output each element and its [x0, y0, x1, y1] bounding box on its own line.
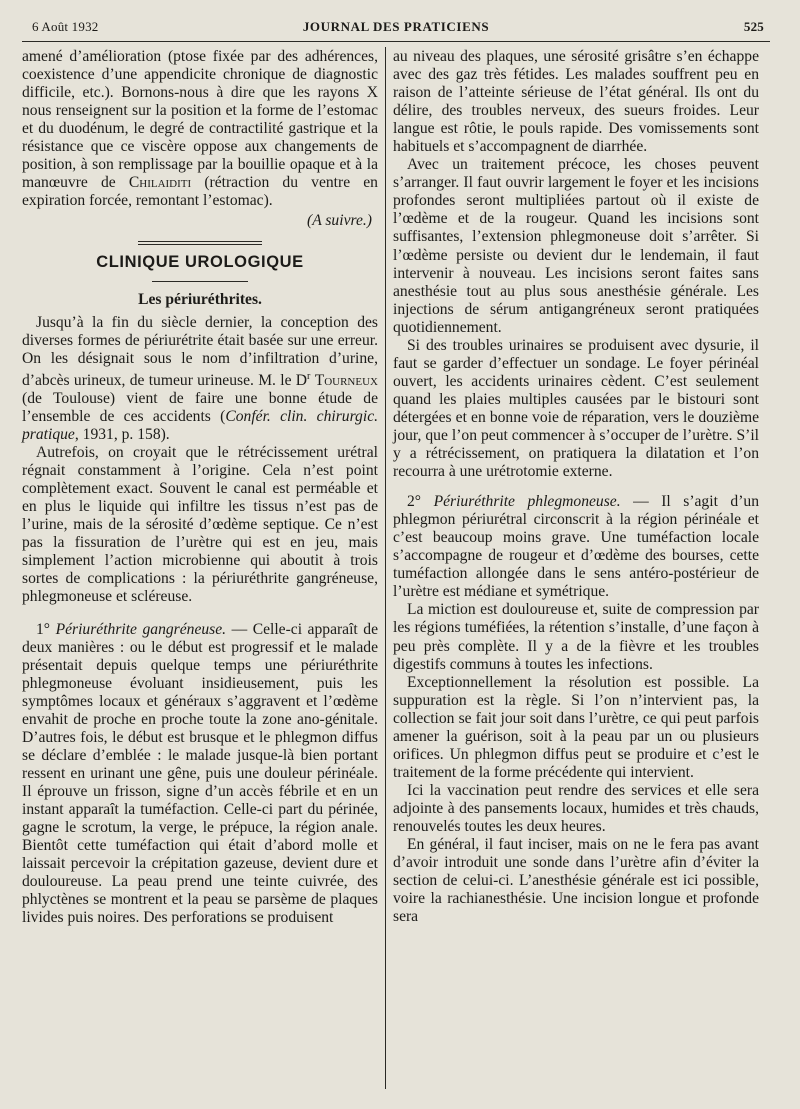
section-title: CLINIQUE UROLOGIQUE — [96, 253, 304, 272]
intro-text: Jusqu’à la fin du siècle dernier, la conception des diverses formes de périurétrite était basée sur une erreur. On les désignait sous le nom d’infiltration d’urine, d’abcès urineux, de tumeur urineuse. M. le D — [22, 313, 378, 389]
a-suivre-note: (A suivre.) — [307, 212, 372, 230]
continuation-text-end: (rétraction du ventre en expiration forcée, remontant l’estomac). — [22, 174, 378, 210]
page-header — [22, 16, 770, 40]
item1-text: — Celle-ci apparaît de deux manières : ou le début est progressif et le malade présentait depuis quelque temps une périuréthrite phlegmoneuse évoluant insidieusement, puis les symptômes locaux et généraux s’aggravent et l’œdème envahit de proche en proche toute la zone ano-génitale. D’autres fois, le début est brusque et le phlegmon diffus se déclare d’emblée : le malade jusque-là bien portant ressent en urinant une gêne, puis une douleur périnéale. Il éprouve un frisson, signe d’un accès fébrile et en un instant apparaît la tuméfaction. Celle-ci part du périnée, gagne le scrotum, la verge, le prépuce, la région anale. Bientôt cette tuméfaction qui était d’abord molle et laissait percevoir la crépitation gazeuse, devient dure et douloureuse. La peau prend une teinte cuivrée, des phlyctènes se montrent et la peau se parsème de plaques livides puis noires. Des perforations se produisent — [22, 620, 378, 927]
item2-number: 2° — [407, 493, 422, 511]
item1-paragraph — [22, 621, 378, 928]
right-paragraph-8: En général, il faut inciser, mais on ne le fera pas avant d’avoir introduit une sonde dans l’urètre afin d’éviter la section de celui-ci. L’anesthésie générale est ici possible, voire la rachianesthésie. Une incision longue et profonde sera — [393, 836, 759, 926]
intro-text-2: (de Toulouse) vient de faire une bonne étude de l’ensemble de ces accidents ( — [22, 389, 378, 425]
header-rule — [22, 41, 770, 42]
column-divider — [385, 47, 386, 1089]
right-paragraph-6: Exceptionnellement la résolution est possible. La suppuration est la règle. Si l’on n’intervient pas, la collection se fait jour soit dans l’urètre, ce qui peut parfois amener la guérison, soit à la peau par un ou plusieurs orifices. Un phlegmon diffus peut se produire et c’est le traitement de la forme précédente qui intervient. — [393, 673, 759, 781]
page-number: 525 — [743, 19, 764, 34]
right-paragraph-7: Ici la vaccination peut rendre des services et elle sera adjointe à des pansements locaux, humides et très chauds, renouvelés toutes les deux heures. — [393, 781, 759, 835]
spacer — [393, 481, 759, 493]
item2-paragraph — [393, 493, 759, 601]
intro-paragraph — [22, 314, 378, 445]
article-title: Les périuréthrites. — [138, 290, 262, 308]
right-paragraph-2: Avec un traitement précoce, les choses peuvent s’arranger. Il faut ouvrir largement le foyer et les incisions profondes seront multipliées partout où il existe de l’œdème et de la rougeur. Quand les incisions sont suffisantes, l’extension phlegmoneuse doit s’arrêter. Si l’œdème persiste ou devient dur le lendemain, il faut intervenir à nouveau. Les incisions seront faites sans anesthésie tout au plus sous anesthésie générale. Les injections de sérum antigangréneux seront pratiquées quotidiennement. — [393, 156, 759, 336]
continuation-text: amené d’amélioration (ptose fixée par des adhérences, coexistence d’une appendicite chronique de diagnostic difficile, etc.). Bornons-nous à dire que les rayons X nous renseignent sur la position et la forme de l’estomac et du duodénum, le degré de contractilité gastrique et la résistance que ce viscère oppose aux changements de position, à son remplissage par la bouillie opaque et à la manœuvre de — [22, 48, 378, 192]
author-name-chilaiditi: Chilaiditi — [128, 174, 192, 192]
right-paragraph-3: Si des troubles urinaires se produisent avec dysurie, il faut se garder d’effectuer un sondage. Le foyer périnéal ouvert, les accidents urinaires cèdent. C’est seulement quand les plaies multiples causées par le bistouri sont détergées et en bonne voie de réparation, vers le douzième jour, que l’on peut commencer à s’occuper de l’urètre. S’il y a rétrécissement, on pratiquera la dilatation et l’on recourra à une urétrotomie externe. — [393, 336, 759, 481]
issue-date: 6 Août 1932 — [32, 19, 99, 34]
autrefois-paragraph: Autrefois, on croyait que le rétrécissement urétral régnait constamment à l’origine. Cela n’est point complètement exact. Souvent le canal est perméable et en plus le liquide qui infiltre les tissus n’est pas de l’urine, mais de la sérosité d’œdème septique. Ce n’est pas la fissuration de l’urètre qui est en jeu, mais simplement l’action microbienne qui aboutit à trois sortes de complications : la périuréthrite gangréneuse, phlegmoneuse et scléreuse. — [22, 444, 378, 606]
right-column — [393, 48, 759, 926]
item1-title: Périuréthrite gangréneuse. — [55, 620, 227, 638]
spacer — [22, 607, 378, 621]
continuation-paragraph — [22, 48, 378, 210]
dr-superscript: r — [307, 370, 311, 382]
journal-title: JOURNAL DES PRATICIENS — [302, 19, 490, 34]
section-separator — [138, 241, 262, 245]
right-paragraph-1: au niveau des plaques, une sérosité grisâtre s’en échappe avec des gaz très fétides. Les malades souffrent peu en raison de l’atteinte sérieuse de l’état général. Ils ont du délire, des troubles nerveux, des sueurs froides. Leur langue est rôtie, le pouls rapide. Des vomissements sont habituels et s’accompagnent de diarrhée. — [393, 48, 759, 156]
left-column — [22, 48, 378, 927]
reference-title: Confér. clin. chirurgic. pratique — [22, 407, 379, 444]
intro-text-3: , 1931, p. 158). — [74, 426, 170, 444]
item2-text: — Il s’agit d’un phlegmon périurétral circonscrit à la région périnéale et c’est beaucoup moins grave. Une tuméfaction locale s’accompagne de rougeur et d’œdème des bourses, cette tuméfaction allongée dans le sens antéro-postérieur de l’urètre est médiane et symétrique. — [393, 493, 759, 601]
author-name-tourneux: Tourneux — [314, 371, 378, 389]
right-paragraph-5: La miction est douloureuse et, suite de compression par les régions tuméfiées, la rétention s’installe, d’une façon à peu près complète. Il y a de la fièvre et les troubles digestifs communs à toutes les infections. — [393, 601, 759, 673]
item2-title: Périuréthrite phlegmoneuse. — [433, 493, 621, 511]
item1-number: 1° — [36, 620, 51, 638]
title-rule — [152, 281, 248, 282]
